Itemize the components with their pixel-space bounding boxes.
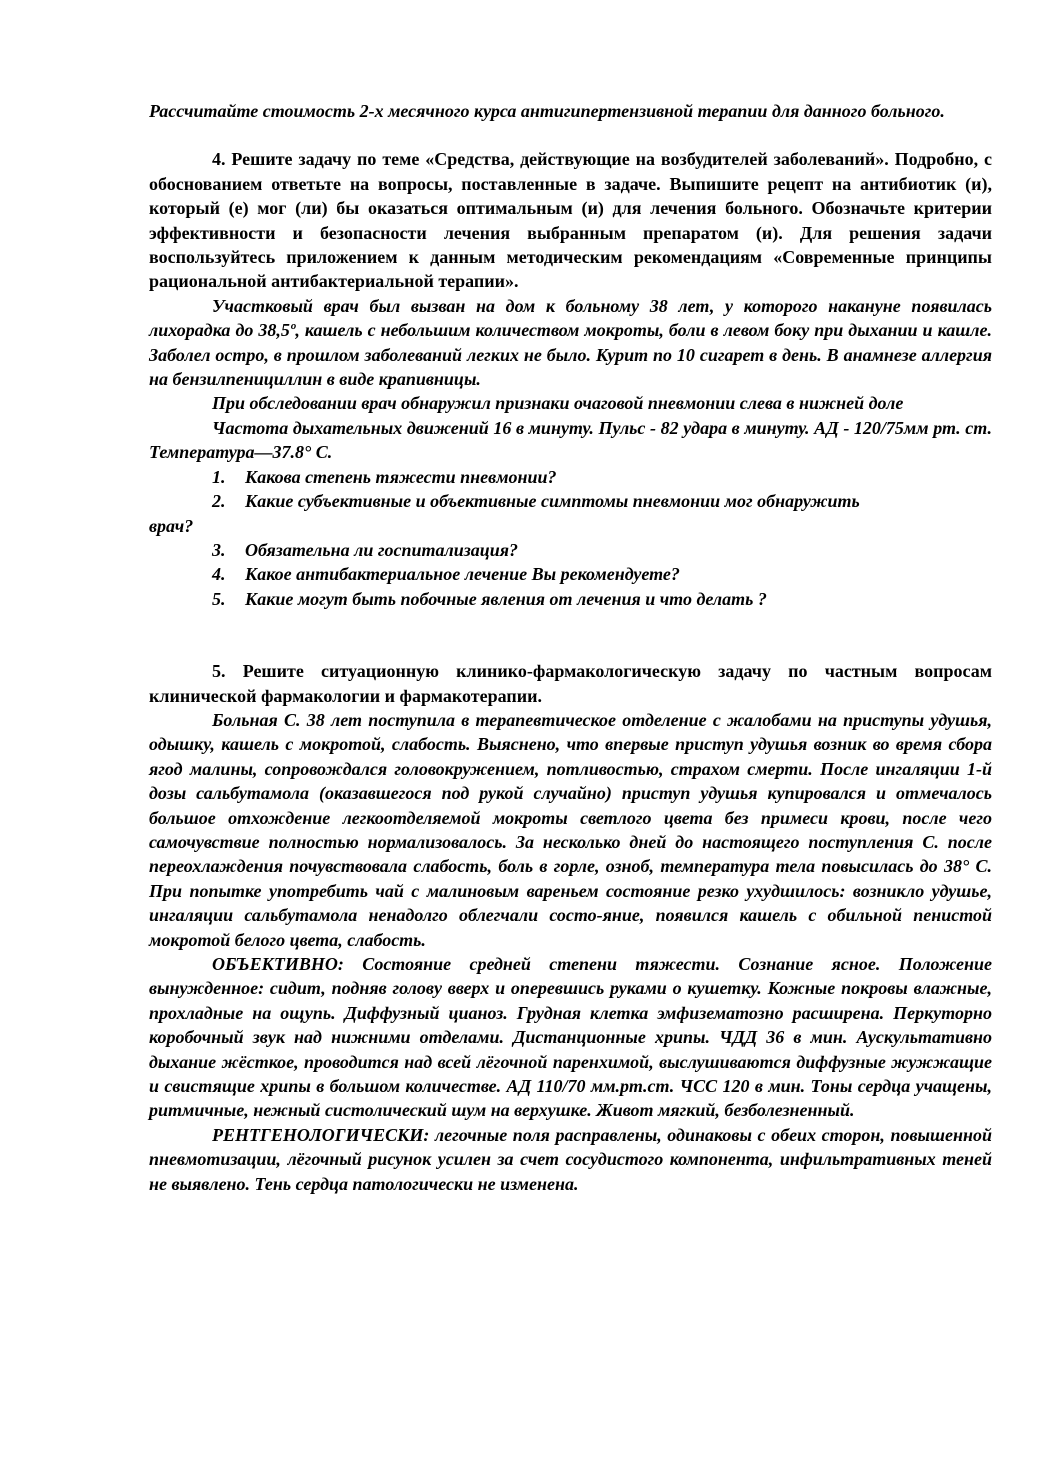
intro-paragraph: Рассчитайте стоимость 2-х месячного курса антигипертензивной терапии для данного больного. (149, 101, 945, 121)
question-item (149, 538, 992, 562)
question-number: 5. (212, 588, 226, 609)
question-text: Какое антибактериальное лечение Вы рекомендуете? (245, 564, 680, 585)
question-number: 2. (212, 491, 226, 512)
document-page (149, 99, 992, 1196)
task4-heading: 4. Решите задачу по теме «Средства, действующие на возбудителей заболеваний». Подробно, с обоснованием ответьте на вопросы, поставленные в задаче. Выпишите рецепт на антибиотик (и), который (е) мог (ли) бы оказаться оптимальным (и) для лечения больного. Обозначьте критерии эффективности и безопасности лечения выбранным препаратом (и). Для решения задачи воспользуйтесь приложением к данным методическим рекомендациям «Современные принципы рациональной антибактериальной терапии». (149, 149, 992, 292)
question-text-continuation: врач? (149, 515, 194, 536)
question-text: Обязательна ли госпитализация? (245, 539, 519, 560)
task4-vitals: Частота дыхательных движений 16 в минуту. Пульс - 82 удара в минуту. АД - 120/75мм рт. ст. Температура—37.8° С. (149, 417, 992, 463)
task4-question-list (149, 465, 992, 611)
question-number: 1. (212, 466, 226, 487)
spacer (149, 123, 992, 147)
task5-objective: ОБЪЕКТИВНО: Состояние средней степени тяжести. Сознание ясное. Положение вынужденное: сидит, подняв голову вверх и оперевшись руками о кушетку. Кожные покровы влажные, прохладные на ощупь. Диффузный цианоз. Грудная клетка эмфизематозно расширена. Перкуторно коробочный звук над нижними отделами. Дистанционные хрипы. ЧДД 36 в мин. Аускультативно дыхание жёсткое, проводится над всей лёгочной паренхимой, выслушиваются диффузные жужжащие и свистящие хрипы в большом количестве. АД 110/70 мм.рт.ст. ЧСС 120 в мин. Тоны сердца учащены, ритмичные, нежный систолический шум на верхушке. Живот мягкий, безболезненный. (149, 954, 992, 1121)
task4-exam: При обследовании врач обнаружил признаки очаговой пневмонии слева в нижней доле (212, 393, 904, 414)
question-item (149, 489, 992, 538)
question-item (149, 465, 992, 489)
question-text: Какие могут быть побочные явления от лечения и что делать ? (245, 588, 767, 609)
task5-heading: 5. Решите ситуационную клинико-фармакологическую задачу по частным вопросам клинической фармакологии и фармакотерапии. (149, 661, 992, 706)
task5-xray: РЕНТГЕНОЛОГИЧЕСКИ: легочные поля расправлены, одинаковы с обеих сторон, повышенной пневмотизации, лёгочный рисунок усилен за счет сосудистого компонента, инфильтративных теней не выявлено. Тень сердца патологически не изменена. (149, 1124, 992, 1194)
question-text: Какие субъективные и объективные симптомы пневмонии мог обнаружить (245, 491, 860, 512)
spacer (149, 611, 992, 659)
question-item (149, 562, 992, 586)
task4-case: Участковый врач был вызван на дом к больному 38 лет, у которого накануне появилась лихорадка до 38,5º, кашель с небольшим количеством мокроты, боли в левом боку при дыхании и кашле. Заболел остро, в прошлом заболеваний легких не было. Курит по 10 сигарет в день. В анамнезе аллергия на бензилпенициллин в виде крапивницы. (149, 295, 992, 390)
question-number: 3. (212, 539, 226, 560)
question-item (149, 587, 992, 611)
question-number: 4. (212, 564, 226, 585)
task5-case: Больная С. 38 лет поступила в терапевтическое отделение с жалобами на приступы удушья, одышку, кашель с мокротой, слабость. Выяснено, что впервые приступ удушья возник во время сбора ягод малины, сопровождался головокружением, потливостью, страхом смерти. После ингаляции 1-й дозы сальбутамола (оказавшегося под рукой случайно) приступ удушья купировался и отмечалось большое отхождение легкоотделяемой мокроты светлого цвета без примеси крови, после чего самочувствие полностью нормализовалось. За несколько дней до настоящего поступления С. после переохлаждения почувствовала слабость, боль в горле, озноб, температура тела повысилась до 38° С. При попытке употребить чай с малиновым вареньем состояние резко ухудшилось: возникло удушье, ингаляции сальбутамола ненадолго облегчали состо-яние, появился кашель с обильной пенистой мокротой белого цвета, слабость. (149, 709, 992, 950)
question-text: Какова степень тяжести пневмонии? (245, 466, 557, 487)
